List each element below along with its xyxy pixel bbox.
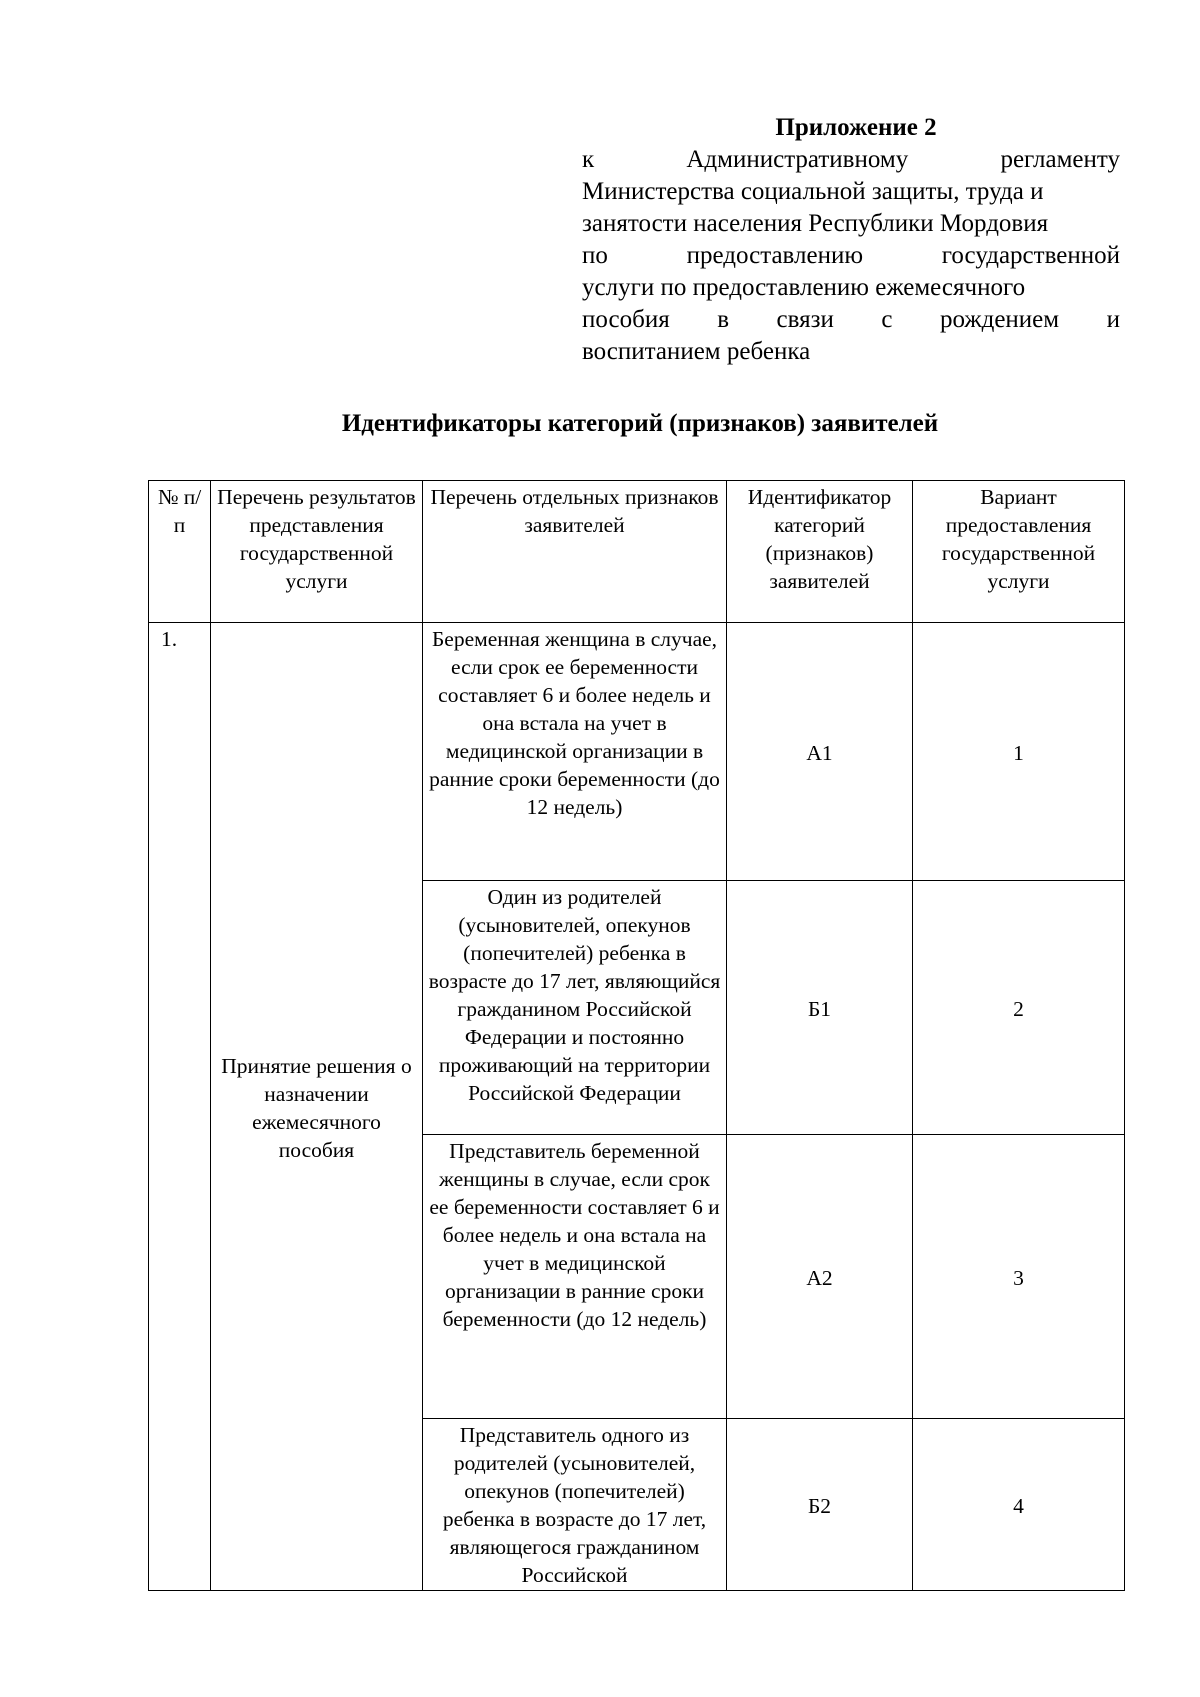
appendix-word: в — [717, 306, 730, 333]
appendix-word: связи — [776, 306, 834, 333]
appendix-word: предоставлению — [686, 242, 864, 269]
feature-cell: Беременная женщина в случае, если срок ее беременности составляет 6 и более недель и она встала на учет в медицинской организации в ранние сроки беременности (до 12 недель) — [423, 623, 727, 881]
table-row — [149, 623, 1125, 881]
table-header-row — [149, 481, 1125, 623]
header-identifier: Идентификатор категорий (признаков) заявителей — [727, 481, 913, 623]
variant-cell: 1 — [913, 623, 1125, 881]
appendix-word: рождением — [939, 306, 1060, 333]
appendix-word: и — [1106, 306, 1120, 333]
appendix-word: по — [582, 242, 608, 269]
variant-cell: 2 — [913, 881, 1125, 1135]
appendix-word: государственной — [941, 242, 1120, 269]
document-title: Идентификаторы категорий (признаков) заявителей — [341, 410, 939, 437]
appendix-word: Министерства социальной защиты, труда и — [582, 178, 1044, 205]
appendix-line — [582, 240, 1120, 272]
appendix-line — [582, 272, 1120, 304]
result-cell: Принятие решения о назначении ежемесячного пособия — [211, 623, 423, 1591]
appendix-line — [582, 336, 1120, 368]
appendix-word: воспитанием ребенка — [582, 338, 811, 365]
appendix-word: услуги по предоставлению ежемесячного — [582, 274, 1026, 301]
feature-cell: Представитель одного из родителей (усыновителей, опекунов (попечителей) ребенка в возрасте до 17 лет, являющегося гражданином Российской — [423, 1419, 727, 1591]
appendix-line — [582, 208, 1120, 240]
appendix-word: регламенту — [1000, 146, 1120, 173]
header-results: Перечень результатов представления государственной услуги — [211, 481, 423, 623]
identifier-cell: А1 — [727, 623, 913, 881]
identifier-cell: Б1 — [727, 881, 913, 1135]
feature-cell: Представитель беременной женщины в случае, если срок ее беременности составляет 6 и более недель и она встала на учет в медицинской организации в ранние сроки беременности (до 12 недель) — [423, 1135, 727, 1419]
header-variant: Вариант предоставления государственной услуги — [913, 481, 1125, 623]
appendix-line — [582, 144, 1120, 176]
variant-cell: 4 — [913, 1419, 1125, 1591]
feature-cell: Один из родителей (усыновителей, опекунов (попечителей) ребенка в возрасте до 17 лет, являющийся гражданином Российской Федерации и постоянно проживающий на территории Российской Федерации — [423, 881, 727, 1135]
identifier-cell: Б2 — [727, 1419, 913, 1591]
appendix-word: пособия — [582, 306, 670, 333]
variant-cell: 3 — [913, 1135, 1125, 1419]
appendix-line — [582, 304, 1120, 336]
appendix-title: Приложение 2 — [775, 114, 937, 141]
appendix-word: к — [582, 146, 595, 173]
row-number: 1. — [149, 623, 211, 1591]
applicant-categories-table — [148, 480, 1125, 1591]
appendix-text — [582, 144, 1120, 368]
appendix-word: с — [881, 306, 893, 333]
appendix-word: занятости населения Республики Мордовия — [582, 210, 1049, 237]
identifier-cell: А2 — [727, 1135, 913, 1419]
header-number: № п/п — [149, 481, 211, 623]
appendix-line — [582, 176, 1120, 208]
appendix-block — [582, 112, 1120, 368]
header-features: Перечень отдельных признаков заявителей — [423, 481, 727, 623]
appendix-word: Административному — [686, 146, 909, 173]
